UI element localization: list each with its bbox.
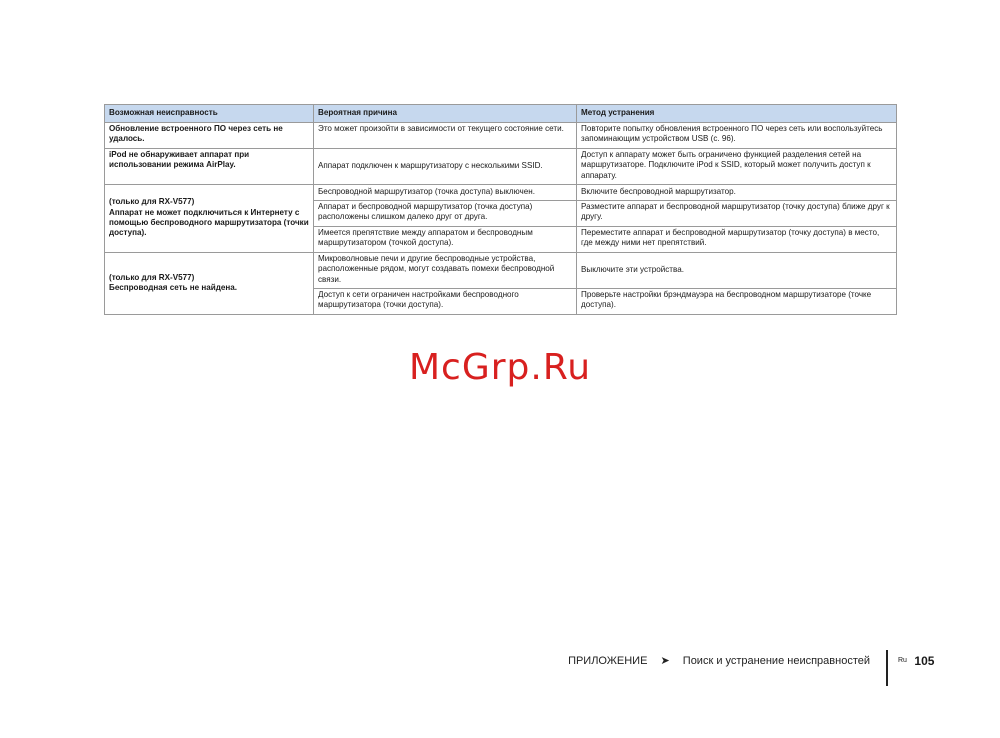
problem-cell: iPod не обнаруживает аппарат при использовании режима AirPlay. bbox=[105, 149, 314, 185]
remedy-cell: Разместите аппарат и беспроводной маршрутизатор (точку доступа) ближе друг к другу. bbox=[577, 201, 897, 227]
remedy-cell: Выключите эти устройства. bbox=[577, 253, 897, 289]
page-number bbox=[898, 652, 934, 670]
problem-text: Беспроводная сеть не найдена. bbox=[109, 283, 238, 292]
table-row bbox=[105, 185, 897, 201]
footer-section-link[interactable]: ПРИЛОЖЕНИЕ bbox=[568, 655, 648, 667]
remedy-cell: Включите беспроводной маршрутизатор. bbox=[577, 185, 897, 201]
column-header-problem: Возможная неисправность bbox=[105, 105, 314, 123]
table-row bbox=[105, 123, 897, 149]
problem-text: Аппарат не может подключиться к Интернету с помощью беспроводного маршрутизатора (точки доступа). bbox=[109, 207, 309, 238]
cause-cell: Микроволновые печи и другие беспроводные устройства, расположенные рядом, могут создавать помехи беспроводной связи. bbox=[314, 253, 577, 289]
cause-cell: Имеется препятствие между аппаратом и беспроводным маршрутизатором (точкой доступа). bbox=[314, 227, 577, 253]
column-header-remedy: Метод устранения bbox=[577, 105, 897, 123]
watermark-text: McGrp.Ru bbox=[408, 347, 592, 388]
model-note: (только для RX-V577) bbox=[109, 272, 195, 282]
remedy-cell: Переместите аппарат и беспроводной маршрутизатор (точку доступа) в место, где между ними нет препятствий. bbox=[577, 227, 897, 253]
remedy-cell: Проверьте настройки брэндмауэра на беспроводном маршрутизаторе (точке доступа). bbox=[577, 289, 897, 315]
troubleshooting-table bbox=[104, 104, 897, 315]
page-number-value: 105 bbox=[914, 653, 935, 668]
cause-cell: Доступ к сети ограничен настройками беспроводного маршрутизатора (точки доступа). bbox=[314, 289, 577, 315]
footer-chapter-link[interactable]: Поиск и устранение неисправностей bbox=[682, 655, 870, 667]
remedy-cell: Доступ к аппарату может быть ограничено функцией разделения сетей на маршрутизаторе. Подключите iPod к SSID, который может получить доступ к аппарату. bbox=[577, 149, 897, 185]
table-row bbox=[105, 253, 897, 289]
cause-cell: Беспроводной маршрутизатор (точка доступа) выключен. bbox=[314, 185, 577, 201]
column-header-cause: Вероятная причина bbox=[314, 105, 577, 123]
problem-cell bbox=[105, 185, 314, 253]
language-label: Ru bbox=[898, 657, 907, 665]
footer-divider bbox=[886, 650, 888, 686]
model-note: (только для RX-V577) bbox=[109, 197, 195, 207]
problem-cell: Обновление встроенного ПО через сеть не удалось. bbox=[105, 123, 314, 149]
table-row bbox=[105, 149, 897, 185]
remedy-cell: Повторите попытку обновления встроенного ПО через сеть или воспользуйтесь запоминающим устройством USB (с. 96). bbox=[577, 123, 897, 149]
footer-breadcrumb bbox=[568, 654, 870, 667]
arrow-right-icon: ➤ bbox=[660, 655, 670, 667]
problem-cell bbox=[105, 253, 314, 315]
cause-cell: Это может произойти в зависимости от текущего состояние сети. bbox=[314, 123, 577, 149]
table-header-row bbox=[105, 105, 897, 123]
cause-cell: Аппарат и беспроводной маршрутизатор (точка доступа) расположены слишком далеко друг от друга. bbox=[314, 201, 577, 227]
cause-cell: Аппарат подключен к маршрутизатору с несколькими SSID. bbox=[314, 149, 577, 185]
